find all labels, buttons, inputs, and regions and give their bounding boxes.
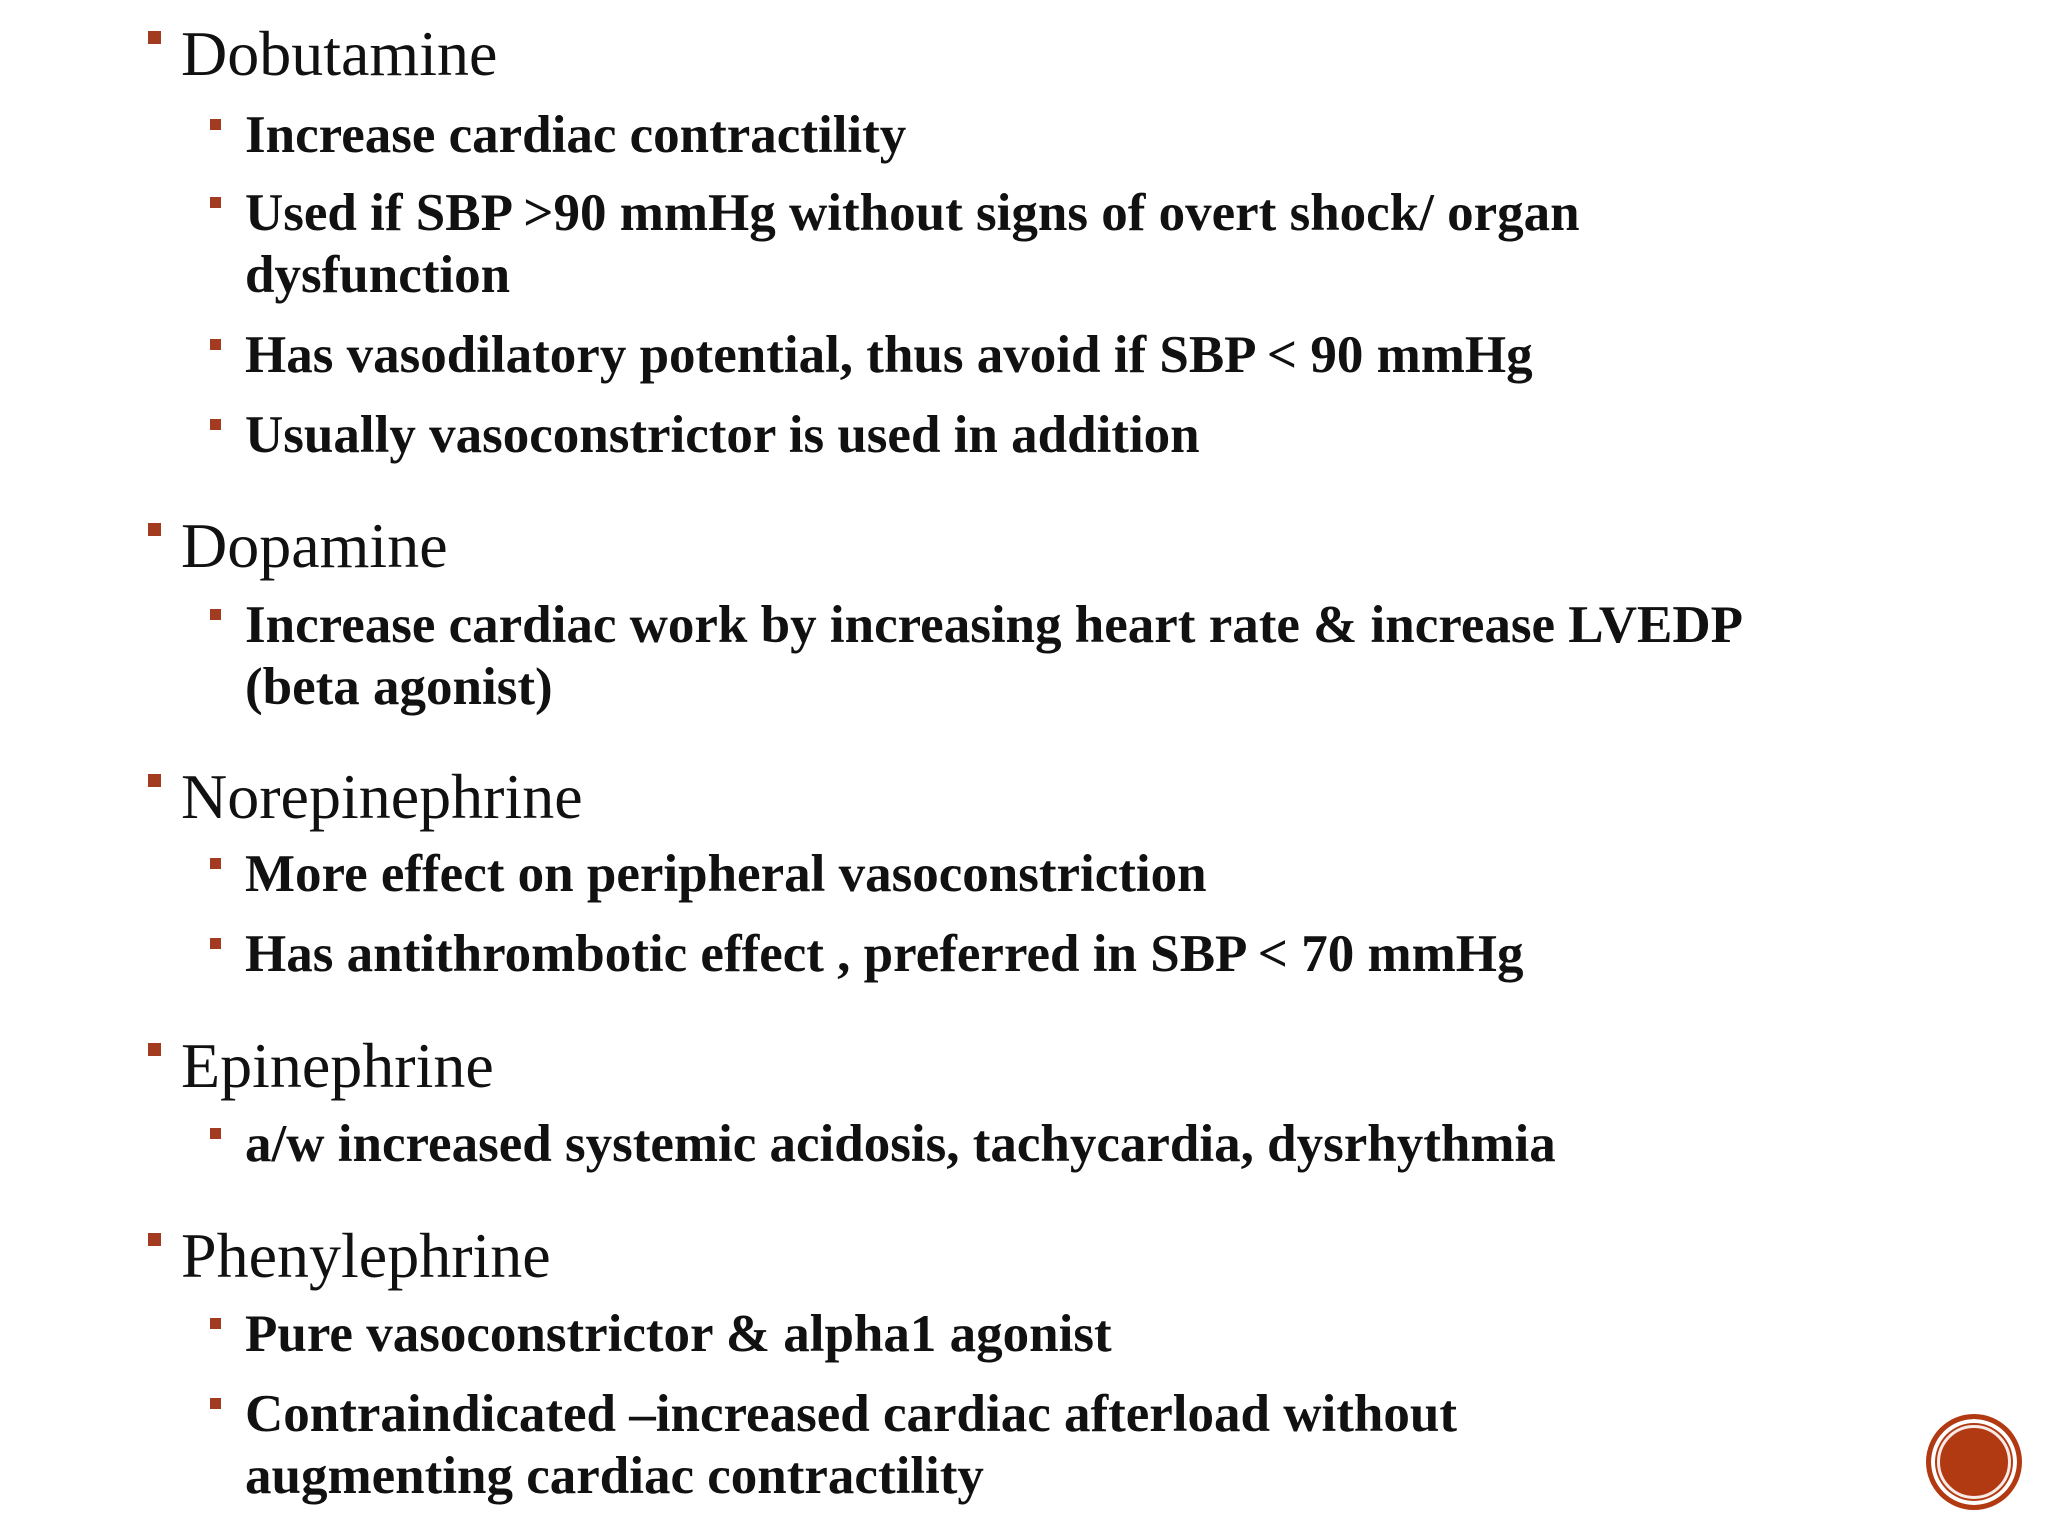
square-bullet-icon bbox=[148, 1043, 161, 1056]
point-text: a/w increased systemic acidosis, tachycardia, dysrhythmia bbox=[245, 1115, 1556, 1173]
heading-norepinephrine: Norepinephrine bbox=[181, 761, 583, 832]
square-bullet-icon bbox=[210, 119, 221, 130]
point-text: Pure vasoconstrictor & alpha1 agonist bbox=[245, 1305, 1112, 1363]
point-text-continuation: (beta agonist) bbox=[245, 658, 553, 716]
square-bullet-icon bbox=[148, 1233, 161, 1246]
point-text: Increase cardiac contractility bbox=[245, 106, 907, 164]
point-text-continuation: augmenting cardiac contractility bbox=[245, 1447, 984, 1505]
heading-phenylephrine: Phenylephrine bbox=[181, 1220, 551, 1291]
square-bullet-icon bbox=[148, 774, 161, 787]
point-text-continuation: dysfunction bbox=[245, 246, 511, 304]
square-bullet-icon bbox=[210, 858, 221, 869]
square-bullet-icon bbox=[210, 1318, 221, 1329]
square-bullet-icon bbox=[210, 419, 221, 430]
point-text: Has antithrombotic effect , preferred in SBP < 70 mmHg bbox=[245, 925, 1524, 983]
square-bullet-icon bbox=[210, 1128, 221, 1139]
square-bullet-icon bbox=[210, 1398, 221, 1409]
heading-dobutamine: Dobutamine bbox=[181, 18, 498, 89]
point-text: Increase cardiac work by increasing heart rate & increase LVEDP bbox=[245, 596, 1744, 654]
heading-dopamine: Dopamine bbox=[181, 510, 448, 581]
square-bullet-icon bbox=[210, 197, 221, 208]
point-text: Has vasodilatory potential, thus avoid if SBP < 90 mmHg bbox=[245, 326, 1533, 384]
heading-epinephrine: Epinephrine bbox=[181, 1030, 494, 1101]
point-text: More effect on peripheral vasoconstriction bbox=[245, 845, 1207, 903]
square-bullet-icon bbox=[148, 523, 161, 536]
point-text: Usually vasoconstrictor is used in addition bbox=[245, 406, 1200, 464]
square-bullet-icon bbox=[210, 938, 221, 949]
square-bullet-icon bbox=[210, 339, 221, 350]
square-bullet-icon bbox=[148, 31, 161, 44]
circle-badge-icon bbox=[1928, 1416, 2020, 1508]
point-text: Contraindicated –increased cardiac afterload without bbox=[245, 1385, 1458, 1443]
square-bullet-icon bbox=[210, 609, 221, 620]
point-text: Used if SBP >90 mmHg without signs of overt shock/ organ bbox=[245, 184, 1580, 242]
